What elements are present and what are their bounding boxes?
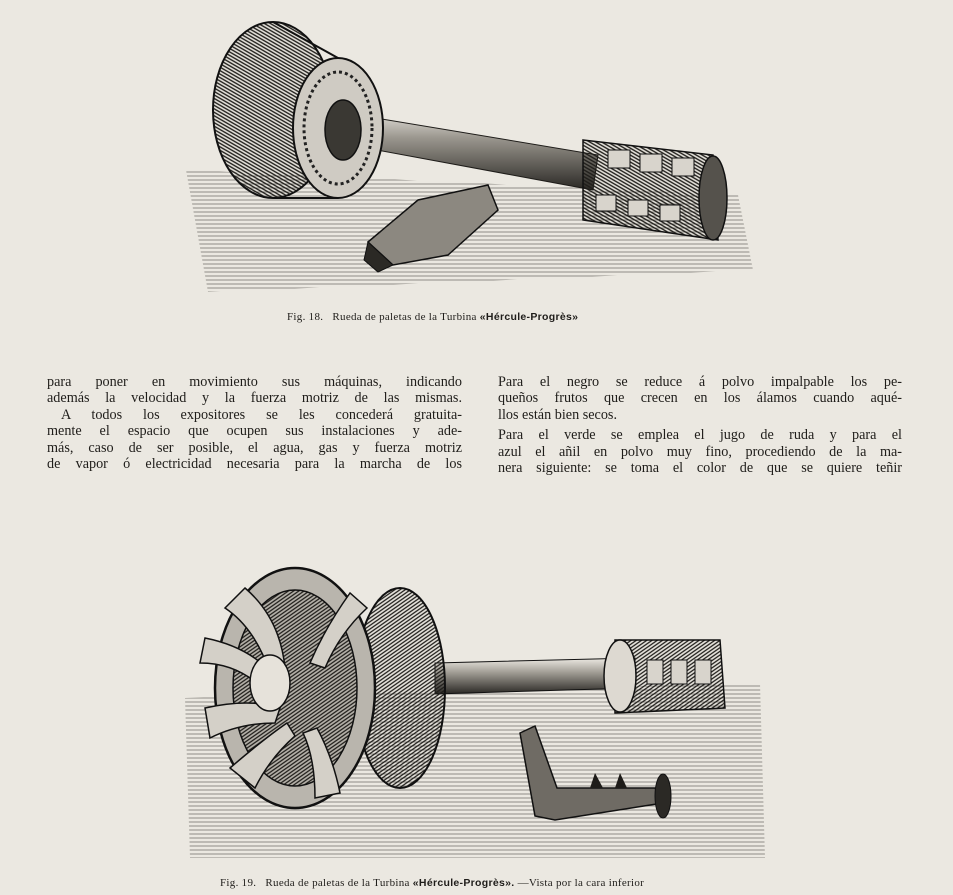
- text-line: llos están bien secos.: [498, 406, 617, 423]
- text-line: para poner en movimiento sus máquinas, indicando: [47, 374, 462, 390]
- text-line: Para el negro se reduce á polvo impalpable los pe-: [498, 374, 902, 390]
- figure-19-caption-suffix: —Vista por la cara inferior: [517, 877, 645, 889]
- figure-19-engraving: [185, 548, 770, 866]
- text-line: azul el añil en polvo muy fino, procediendo de la ma-: [498, 443, 902, 460]
- text-line: mente el espacio que ocupen sus instalaciones y ade-: [47, 423, 462, 440]
- text-line: A todos los expositores se les concederá gratuita-: [61, 406, 462, 423]
- text-line: de vapor ó electricidad necesaria para la marcha de los: [47, 456, 462, 473]
- figure-18-caption: [287, 311, 578, 323]
- text-line: más, caso de ser posible, el agua, gas y fuerza motriz: [47, 439, 462, 456]
- right-text-column: [498, 374, 902, 476]
- left-text-column: [47, 374, 462, 472]
- figure-18-caption-text: Rueda de paletas de la Turbina: [332, 311, 477, 323]
- turbine-wheel-illustration: [178, 10, 763, 300]
- turbine-wheel-underside-illustration: [185, 548, 770, 866]
- figure-19-label: Fig. 19.: [220, 877, 257, 889]
- figure-18-engraving: [178, 10, 763, 300]
- figure-19-caption-name: «Hércule-Progrès».: [412, 877, 515, 889]
- text-line: nera siguiente: se toma el color de que se quiere teñir: [498, 460, 902, 477]
- figure-19-caption-text: Rueda de paletas de la Turbina: [265, 877, 410, 889]
- figure-18-caption-name: «Hércule-Progrès»: [479, 311, 579, 323]
- figure-19-caption: [220, 877, 644, 889]
- figure-18-label: Fig. 18.: [287, 311, 324, 323]
- text-line: además la velocidad y la fuerza motriz de las mismas.: [47, 390, 462, 407]
- text-line: Para el verde se emplea el jugo de ruda y para el: [498, 427, 902, 444]
- text-line: queños frutos que crecen en los álamos cuando aqué-: [498, 390, 902, 407]
